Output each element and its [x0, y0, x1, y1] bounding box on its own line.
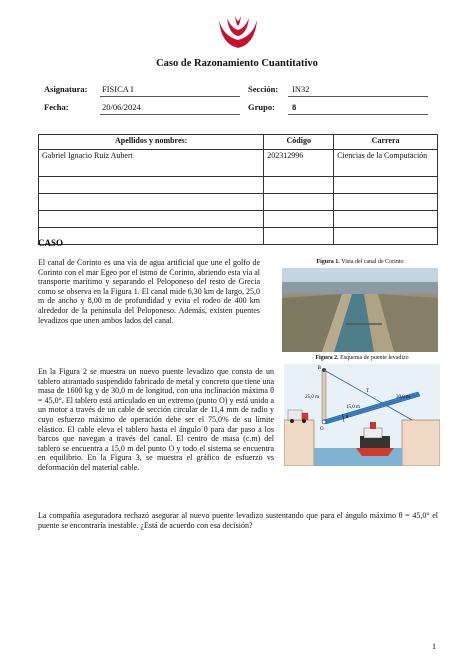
- figure1-caption: [280, 259, 440, 265]
- table-row: [39, 211, 438, 228]
- cell-name: [39, 211, 264, 228]
- cell-code: [264, 177, 334, 194]
- bridge-diagram: [284, 364, 440, 466]
- label-short: 15,0 m: [346, 405, 360, 410]
- label-length: 30,0 m: [396, 395, 410, 400]
- cell-career: [334, 177, 438, 194]
- page-number: 1: [432, 642, 436, 651]
- seccion-label: Sección:: [248, 84, 279, 94]
- cell-code: [264, 211, 334, 228]
- label-pivot: O: [320, 427, 324, 432]
- document-title: Caso de Razonamiento Cuantitativo: [156, 58, 318, 69]
- cell-code: [264, 194, 334, 211]
- students-table: [38, 134, 438, 245]
- header-code: Código: [264, 135, 334, 150]
- label-motor: B: [317, 366, 321, 371]
- caso-heading: CASO: [38, 238, 64, 248]
- fecha-label: Fecha:: [44, 102, 69, 112]
- cell-name: [39, 177, 264, 194]
- table-row: [39, 177, 438, 194]
- cell-code: 202312996: [264, 150, 334, 177]
- grupo-underline: [288, 114, 428, 115]
- cell-career: [334, 194, 438, 211]
- figure1-label: Figura 1.: [316, 259, 340, 265]
- paragraph-bridge-part1: En la Figura 2 se muestra un nuevo puente levadizo que consta de un tablero atirantado suspendido fabricado de metal y concreto que tiene una masa de 1600 kg y de 30,0 m de longitud, con una inclinación máxima θ = 45,0°. El tablero está articulado en un extremo (punto O) y está unido a un motor a través de un cable de sección circular de 11,4 mm de radio y cuyo esfuerzo máximo de operación debe ser el 75,0% de su límite elástico. El cable eleva el tablero hasta el ángulo θ para dar paso a los barcos que navegan a través del canal. El centro de masa (c.m) del tablero se encuentra a 15,0 m del punto O y todo el sistema se encuentra en equilibrio. En la Figura 3, se muestra el gráfico de esfuerzo vs deformación del material cable.: [38, 367, 274, 472]
- table-header-row: [39, 135, 438, 150]
- asignatura-label: Asignatura:: [44, 84, 88, 94]
- figure2-caption-text: Esquema de puente levadizo: [340, 355, 409, 361]
- paragraph-question: La compañía aseguradora rechazó asegurar al nuevo puente levadizo sustentando que para el ángulo máximo θ = 45,0° el puente se encontraría inestable. ¿Está de acuerdo con esa decisión?: [38, 511, 438, 530]
- table-row: [39, 150, 438, 177]
- cell-career: Ciencias de la Computación: [334, 150, 438, 177]
- canal-photo: [282, 268, 438, 352]
- figure2-caption: [286, 355, 438, 361]
- header-names: Apellidos y nombres:: [39, 135, 264, 150]
- cell-name: [39, 228, 264, 245]
- fecha-underline: [100, 114, 240, 115]
- figure1-caption-text: Vista del canal de Corinto: [341, 259, 404, 265]
- cell-career: [334, 211, 438, 228]
- grupo-value: 8: [292, 102, 297, 112]
- paragraph-intro: El canal de Corinto es una vía de agua artificial que une el golfo de Corinto con el mar Egeo por el istmo de Corinto, abriendo esta vía al transporte marítimo y separando el Peloponeso del resto de Grecia como se observa en la Figura 1. El canal mide 6,30 km de largo, 25,0 m de ancho y 8,00 m de profundidad y evita el rodeo de 400 km alrededor de la península del Peloponeso. Además, existen puentes levadizos que unen ambos lados del canal.: [38, 258, 260, 325]
- asignatura-value: FISICA I: [102, 84, 134, 94]
- label-tension: T: [366, 389, 370, 394]
- label-angle: θ: [346, 415, 349, 420]
- seccion-value: IN32: [292, 84, 310, 94]
- university-logo-icon: [215, 14, 261, 52]
- grupo-label: Grupo:: [248, 102, 275, 112]
- header-career: Carrera: [334, 135, 438, 150]
- cell-name: [39, 194, 264, 211]
- asignatura-underline: [100, 96, 240, 97]
- cell-name: Gabriel Ignacio Ruiz Aubert: [39, 150, 264, 177]
- seccion-underline: [288, 96, 428, 97]
- cell-code: [264, 228, 334, 245]
- label-height: 25,0 m: [305, 395, 319, 400]
- figure2-label: Figura 2.: [315, 355, 339, 361]
- table-row: [39, 228, 438, 245]
- cell-career: [334, 228, 438, 245]
- fecha-value: 20/06/2024: [102, 102, 141, 112]
- table-row: [39, 194, 438, 211]
